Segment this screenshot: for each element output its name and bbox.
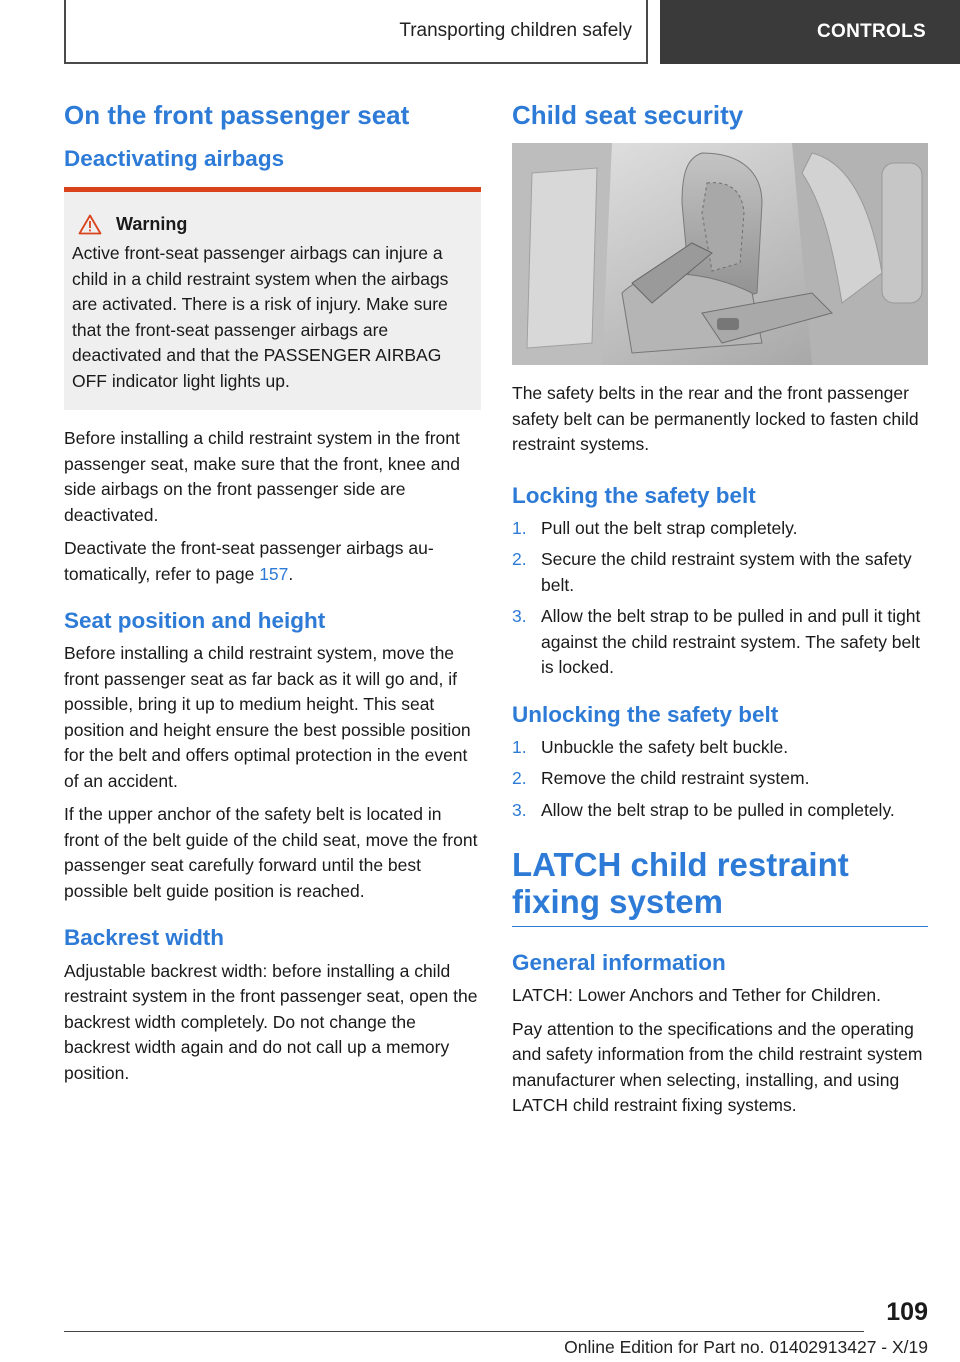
paragraph-backrest-width: Adjustable backrest width: before installing a child restraint system in the front passenger seat, open the backrest width completely. Do not change the backrest width again and do not call up a memory position.	[64, 960, 478, 1083]
footer-divider	[64, 1331, 864, 1332]
warning-text: Active front-seat passenger airbags can injure a child in a child restraint system when the airbags are activated. There is a risk of injury. Make sure that the front-seat passenger airbags are deactivated and that the PASSENGER AIRBAG OFF indicator light lights up.	[72, 243, 449, 391]
list-item	[512, 516, 928, 542]
header-section-title: Transporting children safely	[399, 20, 632, 41]
list-item	[512, 604, 928, 681]
list-item	[512, 766, 928, 792]
step-text: Allow the belt strap to be pulled in and pull it tight against the child restraint system. The safety belt is locked.	[541, 606, 921, 678]
step-text: Remove the child restraint system.	[541, 768, 810, 789]
running-header-chapter	[660, 0, 960, 64]
child-seat-illustration	[512, 143, 928, 365]
left-column	[64, 100, 481, 1094]
step-number: 3.	[512, 799, 527, 820]
list-item	[512, 735, 928, 761]
paragraph-safety-belts-locked: The safety belts in the rear and the front passenger safety belt can be permanently locked to fasten child restraint systems.	[512, 383, 919, 455]
locking-steps-list	[512, 516, 928, 681]
warning-triangle-icon	[78, 214, 102, 235]
paragraph-end: .	[288, 563, 294, 584]
step-number: 2.	[512, 768, 527, 789]
paragraph-deactivate-automatically	[64, 536, 481, 587]
subheading-seat-position-height: Seat position and height	[64, 608, 326, 634]
step-text: Unbuckle the safety belt buckle.	[541, 736, 789, 757]
latch-section-header	[512, 847, 928, 927]
section-title-latch: LATCH child restraint fixing system	[512, 846, 849, 920]
page-number: 109	[886, 1298, 928, 1326]
paragraph-upper-anchor: If the upper anchor of the safety belt is located in front of the belt guide of the child seat, move the front passenger seat carefully forward until the best possible belt guide position is reached.	[64, 804, 478, 901]
step-text: Pull out the belt strap completely.	[541, 517, 798, 538]
right-column	[512, 100, 928, 1127]
unlocking-steps-list	[512, 735, 928, 824]
step-number: 3.	[512, 606, 527, 627]
section-title-front-passenger-seat: On the front passenger seat	[64, 100, 410, 130]
step-number: 1.	[512, 517, 527, 538]
paragraph-before-installing: Before installing a child restraint system in the front passenger seat, make sure that the front, knee and side airbags on the front passenger side are deactivated.	[64, 428, 460, 525]
step-number: 1.	[512, 736, 527, 757]
warning-title: Warning	[116, 214, 188, 235]
step-text: Allow the belt strap to be pulled in completely.	[541, 799, 895, 820]
paragraph-seat-position: Before installing a child restraint system, move the front passenger seat as far back as it will go and, if possible, bring it up to medium height. This seat position and height ensure the best possible position for the belt and offers optimal protection in the event of an accident.	[64, 643, 471, 791]
list-item	[512, 547, 928, 598]
step-text: Secure the child restraint system with the safety belt.	[541, 549, 912, 595]
subheading-deactivating-airbags: Deactivating airbags	[64, 146, 285, 172]
subheading-locking-safety-belt: Locking the safety belt	[512, 482, 756, 508]
warning-header	[78, 214, 475, 235]
list-item	[512, 798, 928, 824]
running-header-section	[64, 0, 648, 64]
header-chapter-title: CONTROLS	[816, 21, 926, 42]
page-reference-link[interactable]: 157	[259, 563, 289, 584]
paragraph-latch-definition: LATCH: Lower Anchors and Tether for Children.	[512, 985, 881, 1006]
subheading-unlocking-safety-belt: Unlocking the safety belt	[512, 701, 779, 727]
step-number: 2.	[512, 549, 527, 570]
warning-box	[64, 187, 481, 410]
edition-note: Online Edition for Part no. 01402913427 - X/19	[564, 1337, 928, 1357]
subheading-backrest-width: Backrest width	[64, 925, 225, 951]
paragraph-text: Deactivate the front-seat passenger airbags automatically, refer to page	[64, 538, 434, 584]
paragraph-specifications: Pay attention to the specifications and the operating and safety information from the child restraint system manufacturer when selecting, installing, and using LATCH child restraint fixing systems.	[512, 1018, 923, 1116]
subheading-general-information: General information	[512, 950, 726, 976]
section-title-child-seat-security: Child seat security	[512, 100, 744, 130]
